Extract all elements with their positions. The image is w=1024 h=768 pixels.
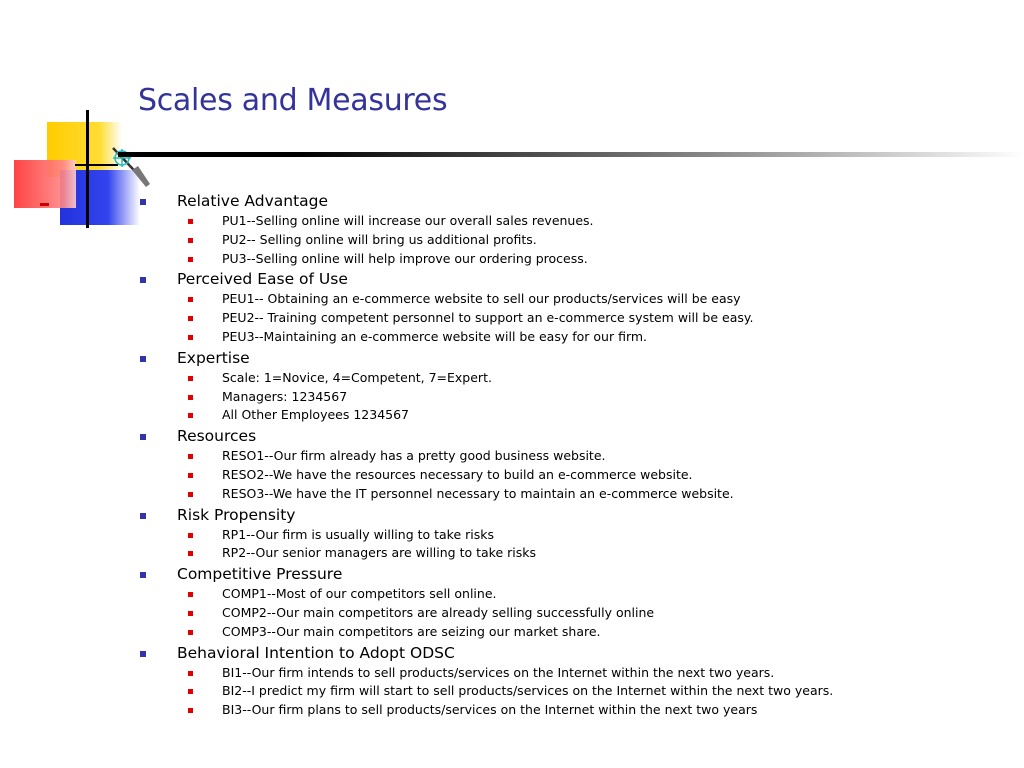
square-bullet-icon — [188, 454, 193, 459]
list-item-text: PU2-- Selling online will bring us additional profits. — [222, 231, 537, 247]
list-item — [140, 584, 1010, 603]
square-bullet-icon — [188, 671, 193, 676]
list-item — [140, 308, 1010, 327]
list-item-text: PU1--Selling online will increase our overall sales revenues. — [222, 213, 594, 228]
square-bullet-icon — [188, 335, 193, 340]
list-item — [140, 211, 1010, 230]
list-item — [140, 663, 1010, 682]
corner-decoration — [0, 0, 160, 240]
section-heading — [140, 564, 1010, 584]
list-item-text: BI3--Our firm plans to sell products/services on the Internet within the next two years — [222, 702, 758, 718]
list-item-text: PEU3--Maintaining an e-commerce website will be easy for our firm. — [222, 328, 648, 344]
section — [140, 505, 1010, 565]
square-bullet-icon — [188, 413, 193, 418]
list-item-text: PEU2-- Training competent personnel to support an e-commerce system will be easy. — [222, 310, 754, 326]
section-heading — [140, 505, 1010, 525]
list-item — [140, 405, 1010, 424]
square-bullet-icon — [140, 434, 146, 440]
square-bullet-icon — [140, 277, 146, 283]
list-item — [140, 525, 1010, 544]
section-heading-text: Risk Propensity — [177, 505, 296, 524]
list-item-text: COMP2--Our main competitors are already selling successfully online — [222, 604, 655, 620]
section-heading-text: Competitive Pressure — [177, 565, 343, 584]
list-item — [140, 603, 1010, 622]
list-item — [140, 446, 1010, 465]
section-heading-text: Relative Advantage — [177, 192, 329, 210]
square-bullet-icon — [188, 630, 193, 635]
square-bullet-icon — [140, 651, 146, 657]
list-item-text: PU3--Selling online will help improve our ordering process. — [222, 250, 588, 266]
list-item-text: Scale: 1=Novice, 4=Competent, 7=Expert. — [222, 369, 492, 385]
list-item-text: RESO1--Our firm already has a pretty good business website. — [222, 448, 606, 464]
list-item-text: Managers: 1234567 — [222, 388, 348, 404]
section-heading — [140, 426, 1010, 446]
square-bullet-icon — [188, 297, 193, 302]
list-item — [140, 368, 1010, 387]
square-bullet-icon — [188, 376, 193, 381]
square-bullet-icon — [188, 219, 193, 224]
list-item — [140, 249, 1010, 268]
bullet-list — [140, 191, 1010, 721]
list-item — [140, 230, 1010, 249]
square-bullet-icon — [188, 551, 193, 556]
square-bullet-icon — [188, 473, 193, 478]
section-heading — [140, 348, 1010, 368]
list-item — [140, 327, 1010, 346]
square-bullet-icon — [188, 592, 193, 597]
square-bullet-icon — [188, 257, 193, 262]
section — [140, 269, 1010, 347]
square-bullet-icon — [188, 611, 193, 616]
square-bullet-icon — [188, 238, 193, 243]
square-bullet-icon — [140, 513, 146, 519]
list-item — [140, 622, 1010, 641]
list-item-text: COMP3--Our main competitors are seizing our market share. — [222, 623, 601, 639]
section — [140, 348, 1010, 426]
list-item — [140, 543, 1010, 562]
square-bullet-icon — [188, 708, 193, 713]
section-heading-text: Expertise — [177, 348, 250, 367]
square-bullet-icon — [140, 356, 146, 362]
list-item-text: BI2--I predict my firm will start to sell products/services on the Internet within the next two years. — [222, 683, 834, 699]
list-item-text: All Other Employees 1234567 — [222, 407, 409, 423]
list-item-text: RP1--Our firm is usually willing to take risks — [222, 526, 495, 542]
section — [140, 643, 1010, 721]
list-item-text: PEU1-- Obtaining an e-commerce website to sell our products/services will be easy — [222, 291, 741, 307]
list-item — [140, 484, 1010, 503]
square-bullet-icon — [188, 492, 193, 497]
square-bullet-icon — [140, 199, 146, 205]
section — [140, 191, 1010, 269]
list-item — [140, 387, 1010, 406]
section — [140, 564, 1010, 642]
square-bullet-icon — [188, 316, 193, 321]
list-item-text: BI1--Our firm intends to sell products/services on the Internet within the next two years. — [222, 664, 775, 680]
section-heading — [140, 269, 1010, 289]
list-item-text: RP2--Our senior managers are willing to take risks — [222, 545, 536, 561]
list-item — [140, 681, 1010, 700]
section — [140, 426, 1010, 504]
section-heading-text: Resources — [177, 427, 257, 446]
list-item-text: RESO2--We have the resources necessary to build an e-commerce website. — [222, 466, 693, 482]
title-divider — [118, 152, 1024, 157]
list-item-text: RESO3--We have the IT personnel necessary to maintain an e-commerce website. — [222, 485, 734, 501]
list-item-text: COMP1--Most of our competitors sell online. — [222, 586, 497, 602]
list-item — [140, 465, 1010, 484]
square-bullet-icon — [188, 533, 193, 538]
list-item — [140, 700, 1010, 719]
square-bullet-icon — [188, 395, 193, 400]
page-title: Scales and Measures — [138, 83, 448, 118]
section-heading — [140, 643, 1010, 663]
square-bullet-icon — [188, 689, 193, 694]
section-heading-text: Behavioral Intention to Adopt ODSC — [177, 643, 455, 662]
square-bullet-icon — [140, 572, 146, 578]
section-heading-text: Perceived Ease of Use — [177, 270, 348, 289]
section-heading — [140, 191, 1010, 211]
list-item — [140, 289, 1010, 308]
